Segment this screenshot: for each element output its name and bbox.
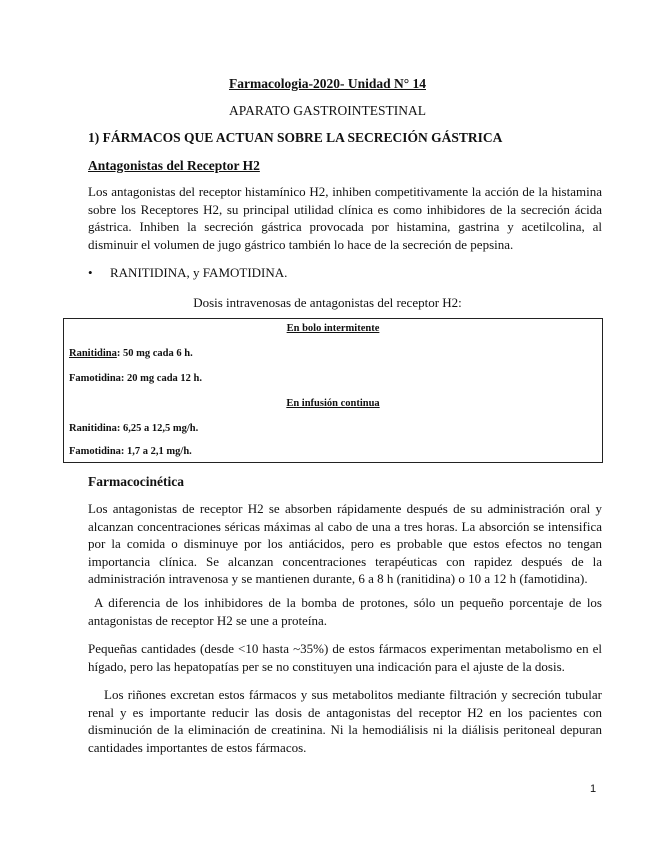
intro-paragraph: Los antagonistas del receptor histamínico H2, inhiben competitivamente la acción de la histamina sobre los Receptores H2, su principal utilidad clínica es como inhibidores de la secreción ácida gástrica. Inhiben la secreción gástrica provocada por histamina, gastrina y acetilcolina, al disminuir el volumen de jugo gástrico también lo hace de la secreción de pepsina. xyxy=(88,184,602,252)
bolus-row-ranitidina xyxy=(69,348,193,359)
page-number: 1 xyxy=(590,783,597,795)
drug-dose: : 1,7 a 2,1 mg/h. xyxy=(120,446,192,457)
pk-paragraph-metabolism: Pequeñas cantidades (desde <10 hasta ~35%) de estos fármacos experimentan metabolismo en el hígado, pero las hepatopatías per se no constituyen una indicación para el ajuste de la dosis. xyxy=(88,641,602,674)
bolus-row-famotidina xyxy=(69,373,202,384)
drug-name: Ranitidina xyxy=(69,423,117,434)
pharmacokinetics-heading: Farmacocinética xyxy=(88,474,184,489)
drug-list-item xyxy=(88,265,287,281)
bolus-header: En bolo intermitente xyxy=(286,323,380,334)
drug-dose: : 6,25 a 12,5 mg/h. xyxy=(116,423,199,434)
drug-name: Famotidina xyxy=(69,446,121,457)
infusion-row-ranitidina xyxy=(69,423,198,434)
bullet-icon: • xyxy=(88,265,93,280)
pk-paragraph-excretion: Los riñones excretan estos fármacos y sus metabolitos mediante filtración y secreción tubular renal y es importante reducir las dosis de antagonistas del receptor H2 en los pacientes con disminución de la eliminación de creatinina. Ni la hemodiálisis ni la diálisis peritoneal depuran cantidades importantes de estos fármacos. xyxy=(88,687,602,755)
drug-name: Ranitidina xyxy=(69,348,117,359)
section-heading: 1) FÁRMACOS QUE ACTUAN SOBRE LA SECRECIÓN GÁSTRICA xyxy=(88,130,503,145)
pk-paragraph-protein-binding: A diferencia de los inhibidores de la bomba de protones, sólo un pequeño porcentaje de los antagonistas de receptor H2 se une a proteína. xyxy=(88,595,602,628)
document-subtitle: APARATO GASTROINTESTINAL xyxy=(229,103,426,118)
dose-caption: Dosis intravenosas de antagonistas del receptor H2: xyxy=(193,295,462,310)
infusion-row-famotidina xyxy=(69,446,192,457)
drug-dose: : 50 mg cada 6 h. xyxy=(116,348,193,359)
drug-dose: : 20 mg cada 12 h. xyxy=(120,373,203,384)
drug-name: Famotidina xyxy=(69,373,121,384)
subheading-h2-antagonists: Antagonistas del Receptor H2 xyxy=(88,158,260,173)
drug-list-text: RANITIDINA, y FAMOTIDINA. xyxy=(110,265,288,280)
document-title: Farmacologia-2020- Unidad N° 14 xyxy=(228,76,426,91)
pk-paragraph-absorption: Los antagonistas de receptor H2 se absorben rápidamente después de su administración oral y alcanzan concentraciones séricas máximas al cabo de una a tres horas. La absorción se intensifica por la comida o disminuye por los antiácidos, pero es probable que estos efectos no tengan importancia clínica. Se alcanzan concentraciones terapéuticas con rapidez después de la administración intravenosa y se mantienen durante, 6 a 8 h (ranitidina) o 10 a 12 h (famotidina). xyxy=(88,501,602,586)
infusion-header: En infusión continua xyxy=(286,398,380,409)
dose-table xyxy=(63,318,603,463)
